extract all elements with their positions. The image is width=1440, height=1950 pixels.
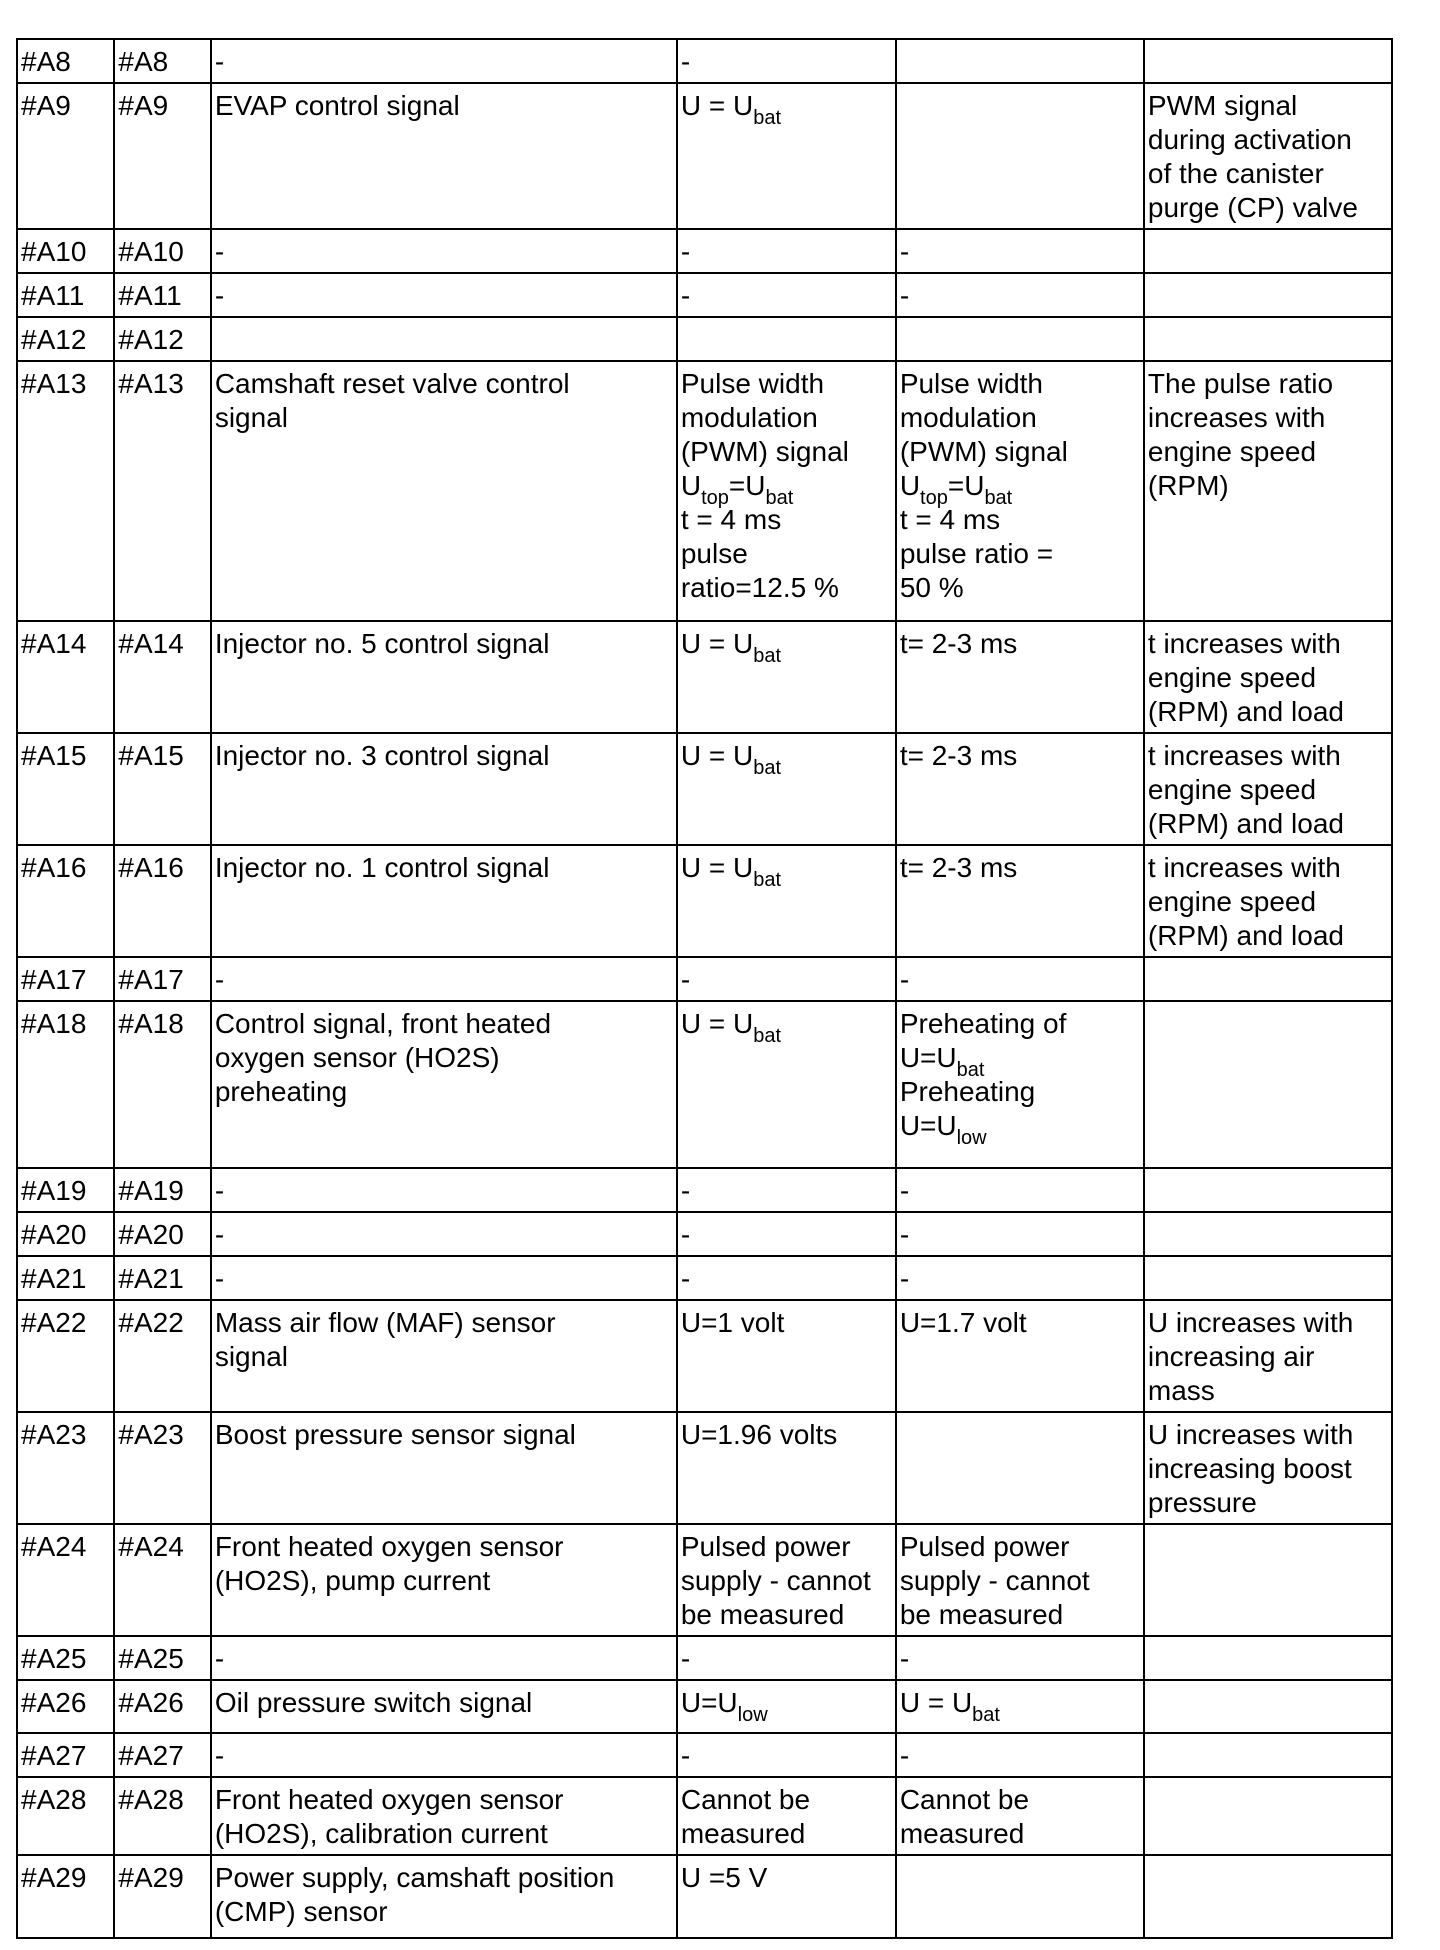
pin-id-cell: #A23 [17, 1412, 114, 1524]
description-cell [211, 1733, 677, 1777]
pin-id-cell: #A21 [17, 1256, 114, 1300]
subscript: bat [753, 645, 782, 667]
cell-line: t= 2-3 ms [899, 740, 1018, 771]
value-b-cell [896, 1212, 1144, 1256]
cell-line: - [680, 1740, 691, 1771]
value-b-cell [896, 1733, 1144, 1777]
description-cell [211, 1001, 677, 1168]
cell-line: - [214, 1263, 225, 1294]
remarks-cell [1144, 957, 1392, 1001]
cell-line: be measured [899, 1599, 1064, 1630]
cell-line: Front heated oxygen sensor [214, 1784, 564, 1815]
remarks-cell [1144, 1777, 1392, 1855]
pin-id-cell: #A15 [17, 733, 114, 845]
cell-line: ratio=12.5 % [680, 572, 839, 603]
cell-line: 50 % [899, 572, 964, 603]
value-b-cell [896, 1636, 1144, 1680]
pin-id-cell: #A19 [17, 1168, 114, 1212]
remarks-cell [1144, 1524, 1392, 1636]
cell-line: increasing air [1147, 1341, 1315, 1372]
description-cell [211, 957, 677, 1001]
value-a-cell [677, 273, 896, 317]
table-row [17, 1212, 1392, 1256]
cell-line: purge (CP) valve [1147, 192, 1358, 223]
cell-line: engine speed [1147, 662, 1317, 693]
value-a-cell [677, 1256, 896, 1300]
value-b-cell [896, 83, 1144, 229]
cell-line: t = 4 ms [899, 504, 1001, 535]
pin-table [16, 38, 1393, 1939]
description-cell [211, 845, 677, 957]
description-cell [211, 1212, 677, 1256]
value-b-cell [896, 1855, 1144, 1938]
value-a-cell [677, 229, 896, 273]
cell-line: - [680, 1219, 691, 1250]
pin-table-body [17, 39, 1392, 1938]
cell-line: Pulsed power [680, 1531, 851, 1562]
cell-line: Preheating of [899, 1008, 1067, 1039]
value-b-cell [896, 1524, 1144, 1636]
value-b-cell [896, 1412, 1144, 1524]
cell-line: supply - cannot [899, 1565, 1090, 1596]
cell-line: t increases with [1147, 628, 1341, 659]
cell-line: engine speed [1147, 436, 1317, 467]
remarks-cell [1144, 621, 1392, 733]
cell-line: pressure [1147, 1487, 1257, 1518]
table-row [17, 1168, 1392, 1212]
table-row [17, 1680, 1392, 1733]
table-row [17, 1733, 1392, 1777]
cell-line: modulation [680, 402, 818, 433]
description-cell [211, 1636, 677, 1680]
value-a-cell [677, 1412, 896, 1524]
cell-line: mass [1147, 1375, 1215, 1406]
cell-line: (RPM) [1147, 470, 1229, 501]
value-a-cell [677, 1636, 896, 1680]
value-b-cell [896, 845, 1144, 957]
pin-id-cell: #A12 [17, 317, 114, 361]
cell-line: Pulse width [899, 368, 1043, 399]
table-row [17, 621, 1392, 733]
cell-line: engine speed [1147, 774, 1317, 805]
value-a-cell [677, 1300, 896, 1412]
table-row [17, 1256, 1392, 1300]
cell-line: Control signal, front heated [214, 1008, 552, 1039]
description-cell [211, 1524, 677, 1636]
pin-id-cell: #A17 [17, 957, 114, 1001]
cell-line: signal [214, 1341, 288, 1372]
cell-line: Oil pressure switch signal [214, 1687, 533, 1718]
cell-line: engine speed [1147, 886, 1317, 917]
subscript: bat [984, 487, 1013, 509]
cell-line: (CMP) sensor [214, 1896, 388, 1927]
pin-id-cell: #A8 [17, 39, 114, 83]
value-a-cell [677, 957, 896, 1001]
alt-pin-id-cell: #A21 [114, 1256, 210, 1300]
cell-line: $U = U_{bat}$ [680, 1008, 782, 1047]
remarks-cell [1144, 1168, 1392, 1212]
value-a-cell [677, 1001, 896, 1168]
cell-line: - [214, 1219, 225, 1250]
cell-line: - [899, 1175, 910, 1206]
value-a-cell [677, 361, 896, 621]
description-cell [211, 39, 677, 83]
cell-line: PWM signal [1147, 90, 1298, 121]
table-row [17, 1855, 1392, 1938]
subscript: bat [765, 487, 794, 509]
value-b-cell [896, 957, 1144, 1001]
value-b-cell [896, 317, 1144, 361]
cell-line: (PWM) signal [899, 436, 1068, 467]
value-b-cell [896, 733, 1144, 845]
cell-line: t= 2-3 ms [899, 628, 1018, 659]
cell-line: Injector no. 1 control signal [214, 852, 550, 883]
cell-line: - [214, 1175, 225, 1206]
cell-line: U=1.7 volt [899, 1307, 1027, 1338]
cell-line: Camshaft reset valve control [214, 368, 570, 399]
cell-line: - [214, 236, 225, 267]
cell-line: $U=U_{low}$ [680, 1687, 768, 1726]
table-row [17, 229, 1392, 273]
cell-line: - [680, 964, 691, 995]
alt-pin-id-cell: #A20 [114, 1212, 210, 1256]
cell-line: Cannot be [899, 1784, 1030, 1815]
cell-line: U increases with [1147, 1419, 1354, 1450]
value-a-cell [677, 1733, 896, 1777]
cell-line: $U_{top}=U_{bat}$ [899, 470, 1013, 509]
alt-pin-id-cell: #A28 [114, 1777, 210, 1855]
subscript: bat [753, 107, 782, 129]
cell-line: measured [899, 1818, 1025, 1849]
subscript: top [920, 487, 948, 509]
cell-line: pulse ratio = [899, 538, 1054, 569]
description-cell [211, 1300, 677, 1412]
value-a-cell [677, 1777, 896, 1855]
description-cell [211, 1777, 677, 1855]
value-b-cell [896, 229, 1144, 273]
cell-line: U =5 V [680, 1862, 768, 1893]
pin-id-cell: #A11 [17, 273, 114, 317]
value-a-cell [677, 845, 896, 957]
subscript: bat [956, 1059, 985, 1081]
subscript: low [956, 1127, 987, 1149]
cell-line: (HO2S), pump current [214, 1565, 491, 1596]
table-row [17, 957, 1392, 1001]
cell-line: (HO2S), calibration current [214, 1818, 548, 1849]
remarks-cell [1144, 1680, 1392, 1733]
pin-id-cell: #A14 [17, 621, 114, 733]
remarks-cell [1144, 39, 1392, 83]
value-b-cell [896, 1300, 1144, 1412]
cell-line: EVAP control signal [214, 90, 460, 121]
cell-line: - [899, 236, 910, 267]
cell-line: during activation [1147, 124, 1352, 155]
pin-id-cell: #A25 [17, 1636, 114, 1680]
remarks-cell [1144, 1256, 1392, 1300]
pin-id-cell: #A9 [17, 83, 114, 229]
cell-line: oxygen sensor (HO2S) [214, 1042, 500, 1073]
cell-line: - [899, 964, 910, 995]
cell-line: Mass air flow (MAF) sensor [214, 1307, 556, 1338]
cell-line: $U = U_{bat}$ [899, 1687, 1000, 1726]
cell-line: - [680, 1643, 691, 1674]
alt-pin-id-cell: #A17 [114, 957, 210, 1001]
cell-line: - [899, 280, 910, 311]
pin-id-cell: #A26 [17, 1680, 114, 1733]
value-a-cell [677, 317, 896, 361]
cell-line: measured [680, 1818, 806, 1849]
alt-pin-id-cell: #A25 [114, 1636, 210, 1680]
table-row [17, 733, 1392, 845]
alt-pin-id-cell: #A8 [114, 39, 210, 83]
cell-line: The pulse ratio [1147, 368, 1334, 399]
description-cell [211, 1168, 677, 1212]
value-a-cell [677, 1212, 896, 1256]
value-a-cell [677, 39, 896, 83]
remarks-cell [1144, 845, 1392, 957]
cell-line: t= 2-3 ms [899, 852, 1018, 883]
cell-line: (RPM) and load [1147, 808, 1344, 839]
value-a-cell [677, 1680, 896, 1733]
remarks-cell [1144, 361, 1392, 621]
cell-line: $U=U_{bat}$ [899, 1042, 985, 1081]
table-row [17, 1412, 1392, 1524]
description-cell [211, 1256, 677, 1300]
cell-line: - [899, 1643, 910, 1674]
cell-line: - [680, 236, 691, 267]
description-cell [211, 621, 677, 733]
pin-id-cell: #A10 [17, 229, 114, 273]
alt-pin-id-cell: #A15 [114, 733, 210, 845]
description-cell [211, 229, 677, 273]
pin-id-cell: #A18 [17, 1001, 114, 1168]
table-row [17, 83, 1392, 229]
description-cell [211, 1412, 677, 1524]
table-row [17, 1524, 1392, 1636]
cell-line: Pulse width [680, 368, 825, 399]
value-a-cell [677, 621, 896, 733]
cell-line: increases with [1147, 402, 1326, 433]
alt-pin-id-cell: #A10 [114, 229, 210, 273]
cell-line: $U=U_{low}$ [899, 1110, 987, 1149]
table-row [17, 1001, 1392, 1168]
cell-line: Pulsed power [899, 1531, 1070, 1562]
remarks-cell [1144, 83, 1392, 229]
cell-line: - [899, 1219, 910, 1250]
value-b-cell [896, 1256, 1144, 1300]
cell-line: be measured [680, 1599, 845, 1630]
cell-line: Cannot be [680, 1784, 811, 1815]
cell-line: $U_{top}=U_{bat}$ [680, 470, 794, 509]
alt-pin-id-cell: #A18 [114, 1001, 210, 1168]
cell-line: $U = U_{bat}$ [680, 90, 782, 129]
cell-line: Front heated oxygen sensor [214, 1531, 564, 1562]
value-a-cell [677, 733, 896, 845]
pin-id-cell: #A22 [17, 1300, 114, 1412]
cell-line: - [899, 1263, 910, 1294]
cell-line: signal [214, 402, 288, 433]
table-row [17, 39, 1392, 83]
description-cell [211, 317, 677, 361]
value-b-cell [896, 1777, 1144, 1855]
remarks-cell [1144, 733, 1392, 845]
cell-line: - [214, 964, 225, 995]
value-b-cell [896, 39, 1144, 83]
value-b-cell [896, 273, 1144, 317]
table-row [17, 317, 1392, 361]
remarks-cell [1144, 229, 1392, 273]
cell-line: U increases with [1147, 1307, 1354, 1338]
cell-line: of the canister [1147, 158, 1324, 189]
cell-line: Preheating [899, 1076, 1036, 1107]
cell-line: (PWM) signal [680, 436, 849, 467]
subscript: bat [753, 869, 782, 891]
cell-line: Injector no. 3 control signal [214, 740, 550, 771]
cell-line: t increases with [1147, 852, 1341, 883]
description-cell [211, 1680, 677, 1733]
value-a-cell [677, 83, 896, 229]
pin-id-cell: #A29 [17, 1855, 114, 1938]
cell-line: - [899, 1740, 910, 1771]
subscript: bat [753, 1025, 782, 1047]
table-row [17, 1777, 1392, 1855]
subscript: top [701, 487, 729, 509]
alt-pin-id-cell: #A22 [114, 1300, 210, 1412]
description-cell [211, 83, 677, 229]
table-row [17, 1300, 1392, 1412]
cell-line: - [214, 46, 225, 77]
cell-line: t increases with [1147, 740, 1341, 771]
table-row [17, 1636, 1392, 1680]
cell-line: increasing boost [1147, 1453, 1352, 1484]
table-row [17, 845, 1392, 957]
table-row [17, 361, 1392, 621]
value-a-cell [677, 1168, 896, 1212]
cell-line: - [214, 1643, 225, 1674]
pin-id-cell: #A24 [17, 1524, 114, 1636]
alt-pin-id-cell: #A11 [114, 273, 210, 317]
alt-pin-id-cell: #A14 [114, 621, 210, 733]
description-cell [211, 1855, 677, 1938]
cell-line: - [214, 1740, 225, 1771]
remarks-cell [1144, 1733, 1392, 1777]
value-a-cell [677, 1524, 896, 1636]
cell-line: Injector no. 5 control signal [214, 628, 550, 659]
pin-id-cell: #A28 [17, 1777, 114, 1855]
cell-line: - [680, 46, 691, 77]
remarks-cell [1144, 273, 1392, 317]
cell-line: Power supply, camshaft position [214, 1862, 615, 1893]
cell-line: preheating [214, 1076, 348, 1107]
remarks-cell [1144, 1412, 1392, 1524]
remarks-cell [1144, 1636, 1392, 1680]
alt-pin-id-cell: #A27 [114, 1733, 210, 1777]
description-cell [211, 733, 677, 845]
value-b-cell [896, 1168, 1144, 1212]
subscript: bat [753, 757, 782, 779]
pin-id-cell: #A20 [17, 1212, 114, 1256]
cell-line: U=1 volt [680, 1307, 785, 1338]
cell-line: (RPM) and load [1147, 696, 1344, 727]
value-b-cell [896, 621, 1144, 733]
cell-line: $U = U_{bat}$ [680, 628, 782, 667]
cell-line: $U = U_{bat}$ [680, 852, 782, 891]
subscript: low [737, 1704, 768, 1726]
value-b-cell [896, 361, 1144, 621]
alt-pin-id-cell: #A26 [114, 1680, 210, 1733]
remarks-cell [1144, 1855, 1392, 1938]
remarks-cell [1144, 317, 1392, 361]
cell-line: - [680, 1263, 691, 1294]
pin-id-cell: #A27 [17, 1733, 114, 1777]
cell-line: Boost pressure sensor signal [214, 1419, 576, 1450]
alt-pin-id-cell: #A13 [114, 361, 210, 621]
remarks-cell [1144, 1212, 1392, 1256]
cell-line: pulse [680, 538, 748, 569]
alt-pin-id-cell: #A19 [114, 1168, 210, 1212]
value-b-cell [896, 1680, 1144, 1733]
cell-line: - [680, 280, 691, 311]
cell-line: supply - cannot [680, 1565, 871, 1596]
alt-pin-id-cell: #A12 [114, 317, 210, 361]
pin-id-cell: #A16 [17, 845, 114, 957]
subscript: bat [972, 1704, 1000, 1726]
alt-pin-id-cell: #A23 [114, 1412, 210, 1524]
cell-line: (RPM) and load [1147, 920, 1344, 951]
alt-pin-id-cell: #A9 [114, 83, 210, 229]
alt-pin-id-cell: #A24 [114, 1524, 210, 1636]
value-a-cell [677, 1855, 896, 1938]
value-b-cell [896, 1001, 1144, 1168]
alt-pin-id-cell: #A29 [114, 1855, 210, 1938]
pin-id-cell: #A13 [17, 361, 114, 621]
description-cell [211, 361, 677, 621]
remarks-cell [1144, 1001, 1392, 1168]
table-row [17, 273, 1392, 317]
alt-pin-id-cell: #A16 [114, 845, 210, 957]
remarks-cell [1144, 1300, 1392, 1412]
cell-line: modulation [899, 402, 1037, 433]
cell-line: - [680, 1175, 691, 1206]
cell-line: $U = U_{bat}$ [680, 740, 782, 779]
cell-line: t = 4 ms [680, 504, 782, 535]
cell-line: U=1.96 volts [680, 1419, 838, 1450]
description-cell [211, 273, 677, 317]
cell-line: - [214, 280, 225, 311]
